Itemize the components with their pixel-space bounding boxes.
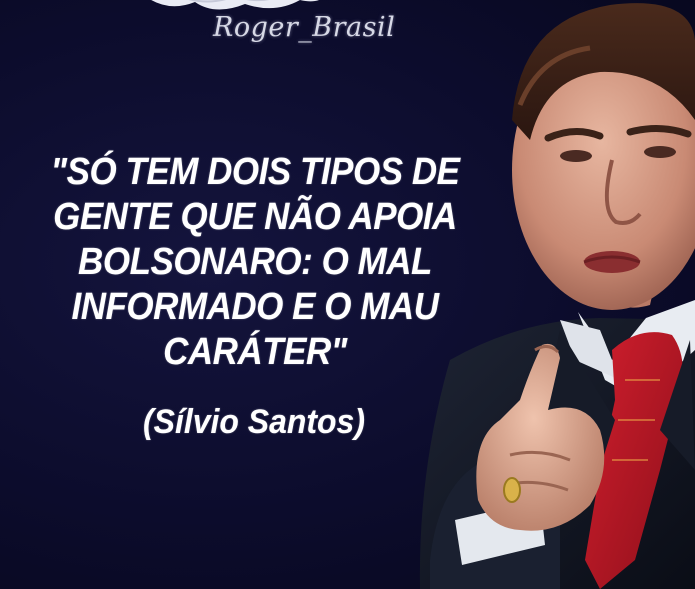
gold-ring xyxy=(504,478,520,502)
quote-line: CARÁTER" xyxy=(163,331,347,373)
quote-line: "SÓ TEM DOIS TIPOS DE xyxy=(50,151,460,193)
quote-author: (Sílvio Santos) xyxy=(143,403,365,441)
presenter-head xyxy=(512,3,695,310)
quote-line: GENTE QUE NÃO APOIA xyxy=(53,196,457,238)
quote-line: BOLSONARO: O MAL xyxy=(78,241,432,283)
quote-line: INFORMADO E O MAU xyxy=(71,286,439,328)
watermark-signature: Roger_Brasil xyxy=(213,12,396,43)
